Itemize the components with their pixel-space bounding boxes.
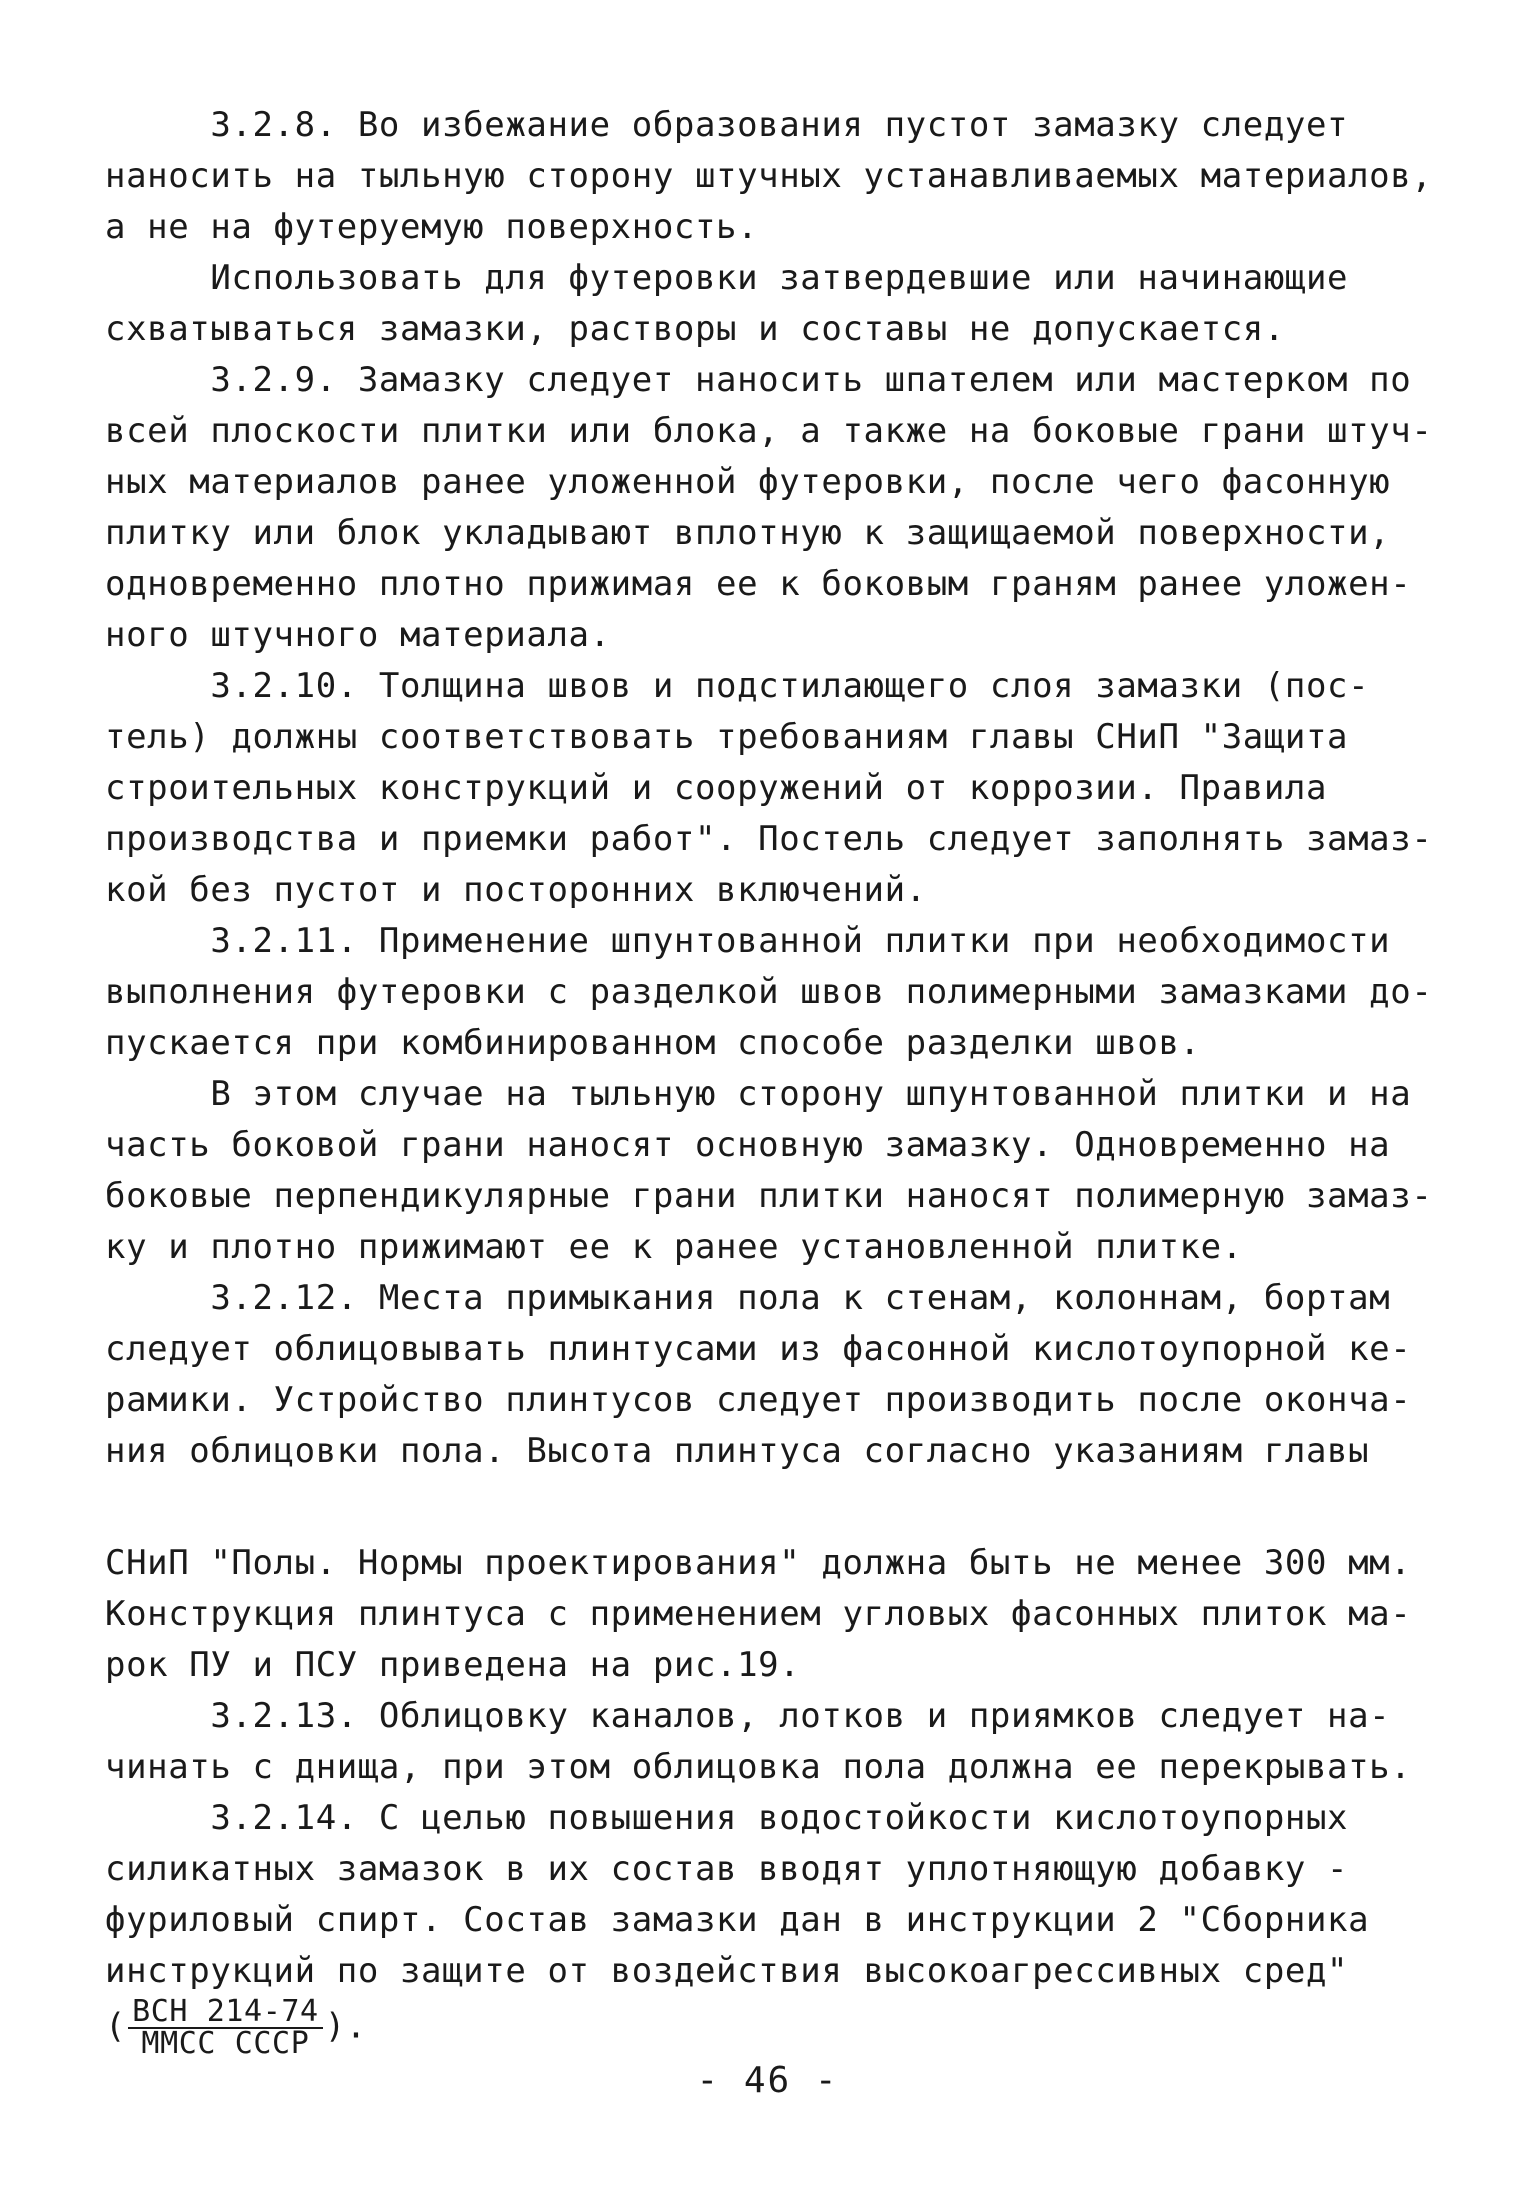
reference-numerator: ВСН 214-74: [128, 1997, 323, 2029]
text-line: Конструкция плинтуса с применением угловых фасонных плиток ма-: [105, 1594, 1412, 1634]
text-line: выполнения футеровки с разделкой швов полимерными замазками до-: [105, 972, 1433, 1012]
reference-fraction: [128, 1994, 323, 2061]
text-line: В этом случае на тыльную сторону шпунтованной плитки и на: [105, 1074, 1412, 1114]
text-line: 3.2.12. Места примыкания пола к стенам, колоннам, бортам: [105, 1278, 1391, 1318]
text-line: СНиП "Полы. Нормы проектирования" должна быть не менее 300 мм.: [105, 1543, 1412, 1583]
reference-close-paren: ).: [324, 2006, 367, 2047]
text-line: одновременно плотно прижимая ее к боковым граням ранее уложен-: [105, 564, 1412, 604]
text-line: следует облицовывать плинтусами из фасонной кислотоупорной ке-: [105, 1329, 1412, 1369]
text-line: схватываться замазки, растворы и составы не допускается.: [105, 309, 1285, 349]
text-line: 3.2.11. Применение шпунтованной плитки при необходимости: [105, 921, 1391, 961]
text-block-bottom: [105, 1538, 1435, 2059]
text-line: рок ПУ и ПСУ приведена на рис.19.: [105, 1645, 801, 1685]
text-line: 3.2.14. С целью повышения водостойкости кислотоупорных: [105, 1798, 1349, 1838]
text-line: всей плоскости плитки или блока, а также на боковые грани штуч-: [105, 411, 1433, 451]
text-line: инструкций по защите от воздействия высокоагрессивных сред": [105, 1951, 1349, 1991]
text-line: а не на футеруемую поверхность.: [105, 207, 759, 247]
text-line: кой без пустот и посторонних включений.: [105, 870, 927, 910]
text-line: часть боковой грани наносят основную замазку. Одновременно на: [105, 1125, 1391, 1165]
text-line: производства и приемки работ". Постель следует заполнять замаз-: [105, 819, 1433, 859]
text-line: 3.2.9. Замазку следует наносить шпателем или мастерком по: [105, 360, 1412, 400]
text-line: ку и плотно прижимают ее к ранее установленной плитке.: [105, 1227, 1243, 1267]
reference-denominator: ММСС СССР: [141, 2026, 310, 2061]
text-line: наносить на тыльную сторону штучных устанавливаемых материалов,: [105, 156, 1433, 196]
text-line: 3.2.13. Облицовку каналов, лотков и приямков следует на-: [105, 1696, 1391, 1736]
text-line: тель) должны соответствовать требованиям главы СНиП "Защита: [105, 717, 1349, 757]
text-line: 3.2.8. Во избежание образования пустот замазку следует: [105, 105, 1349, 145]
reference-line: [105, 1994, 1435, 2061]
text-line: пускается при комбинированном способе разделки швов.: [105, 1023, 1201, 1063]
text-line: чинать с днища, при этом облицовка пола должна ее перекрывать.: [105, 1747, 1412, 1787]
text-line: ния облицовки пола. Высота плинтуса согласно указаниям главы: [105, 1431, 1370, 1471]
text-line: плитку или блок укладывают вплотную к защищаемой поверхности,: [105, 513, 1391, 553]
text-line: фуриловый спирт. Состав замазки дан в инструкции 2 "Сборника: [105, 1900, 1370, 1940]
text-block-top: [105, 100, 1435, 1477]
page-number: - 46 -: [696, 2060, 839, 2101]
text-line: боковые перпендикулярные грани плитки наносят полимерную замаз-: [105, 1176, 1433, 1216]
text-line: строительных конструкций и сооружений от коррозии. Правила: [105, 768, 1328, 808]
text-line: 3.2.10. Толщина швов и подстилающего слоя замазки (пос-: [105, 666, 1370, 706]
reference-open-paren: (: [105, 2006, 127, 2047]
text-line: рамики. Устройство плинтусов следует производить после оконча-: [105, 1380, 1412, 1420]
text-line: силикатных замазок в их состав вводят уплотняющую добавку -: [105, 1849, 1349, 1889]
text-line: Использовать для футеровки затвердевшие или начинающие: [105, 258, 1349, 298]
text-line: ного штучного материала.: [105, 615, 611, 655]
text-line: ных материалов ранее уложенной футеровки, после чего фасонную: [105, 462, 1391, 502]
